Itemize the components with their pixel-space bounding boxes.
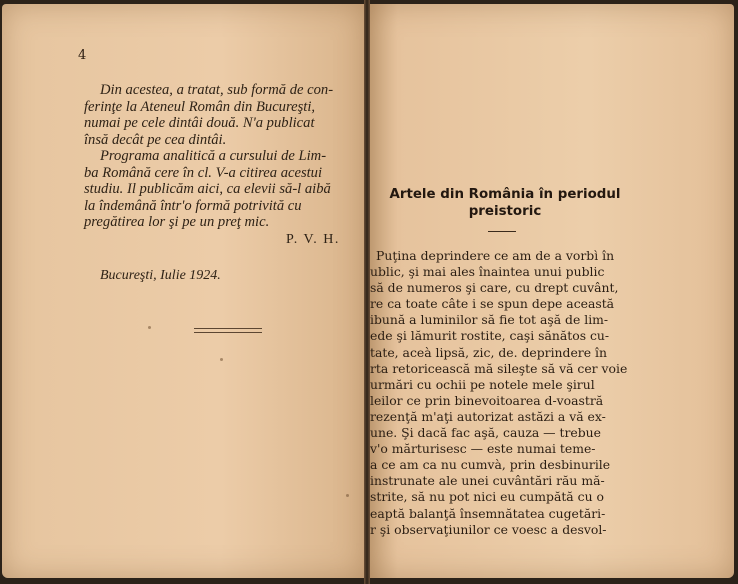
body-line: ibună a luminilor să fie tot aşă de lim- xyxy=(370,312,609,328)
body-line: urmări cu ochii pe notele mele şirul xyxy=(370,376,595,392)
body-line: să de numeros şi care, cu drept cuvânt, xyxy=(370,280,619,296)
page-number: 4 xyxy=(78,48,87,63)
preface-line: Din acestea, a tratat, sub formă de con- xyxy=(100,82,334,98)
body-line: tate, aceà lipsă, zic, de. deprindere în xyxy=(370,344,607,360)
ornament-rule xyxy=(194,328,262,333)
title-rule xyxy=(488,231,516,232)
preface-paragraph xyxy=(84,148,368,231)
chapter-body xyxy=(370,248,646,538)
body-line: une. Şi dacă fac aşă, cauza — trebue xyxy=(370,425,601,441)
body-line: eaptă balanţă însemnătatea cugetări- xyxy=(370,505,606,521)
preface-note xyxy=(84,82,368,231)
body-line: ede şi lămurit rostite, caşi sănătos cu- xyxy=(370,328,610,344)
body-line: r şi observaţiunilor ce voesc a desvol- xyxy=(370,521,607,537)
paper-speck xyxy=(346,494,349,497)
signature-initials: P. V. H. xyxy=(286,232,340,247)
body-line: leilor ce prin binevoitoarea d-voastră xyxy=(370,392,604,408)
preface-paragraph xyxy=(84,82,368,148)
preface-line: ferinţe la Ateneul Român din Bucureşti, xyxy=(84,98,316,115)
preface-line: Programa analitică a cursului de Lim- xyxy=(100,148,327,164)
preface-line: la îndemână într'o formă potrivită cu xyxy=(84,197,302,214)
body-line: rezenţă m'aţi autorizat astăzi a vă ex- xyxy=(370,408,606,424)
body-line: Puţina deprindere ce am de a vorbì în xyxy=(376,248,615,263)
preface-line: pregătirea lor şi pe un preţ mic. xyxy=(84,214,270,230)
body-line: rta retoricească mă sileşte să vă cer voie xyxy=(370,360,628,376)
body-line: instrunate ale unei cuvântări rău mă- xyxy=(370,473,605,489)
body-line: a ce am ca nu cumvà, prin desbinurile xyxy=(370,457,611,473)
paper-speck xyxy=(220,358,223,361)
preface-line: numai pe cele dintâi două. N'a publicat xyxy=(84,115,315,131)
body-line: ublic, şi mai ales înaintea unui public xyxy=(370,264,605,280)
body-line: v'o mărturisesc — este numai teme- xyxy=(370,441,596,457)
body-line: strite, să nu pot nici eu cumpătă cu o xyxy=(370,489,604,505)
body-line: re ca toate câte i se spun depe această xyxy=(370,296,615,312)
dateline: Bucureşti, Iulie 1924. xyxy=(100,268,221,283)
preface-line: ba Română cere în cl. V-a citirea acestui xyxy=(84,164,323,181)
preface-line: însă decât pe cea dintâi. xyxy=(84,131,227,148)
chapter-title: Artele din România în periodul preistoric xyxy=(389,187,621,219)
preface-line: studiu. Il publicăm aici, ca elevii să-l aibă xyxy=(84,181,331,197)
paper-speck xyxy=(148,326,151,329)
